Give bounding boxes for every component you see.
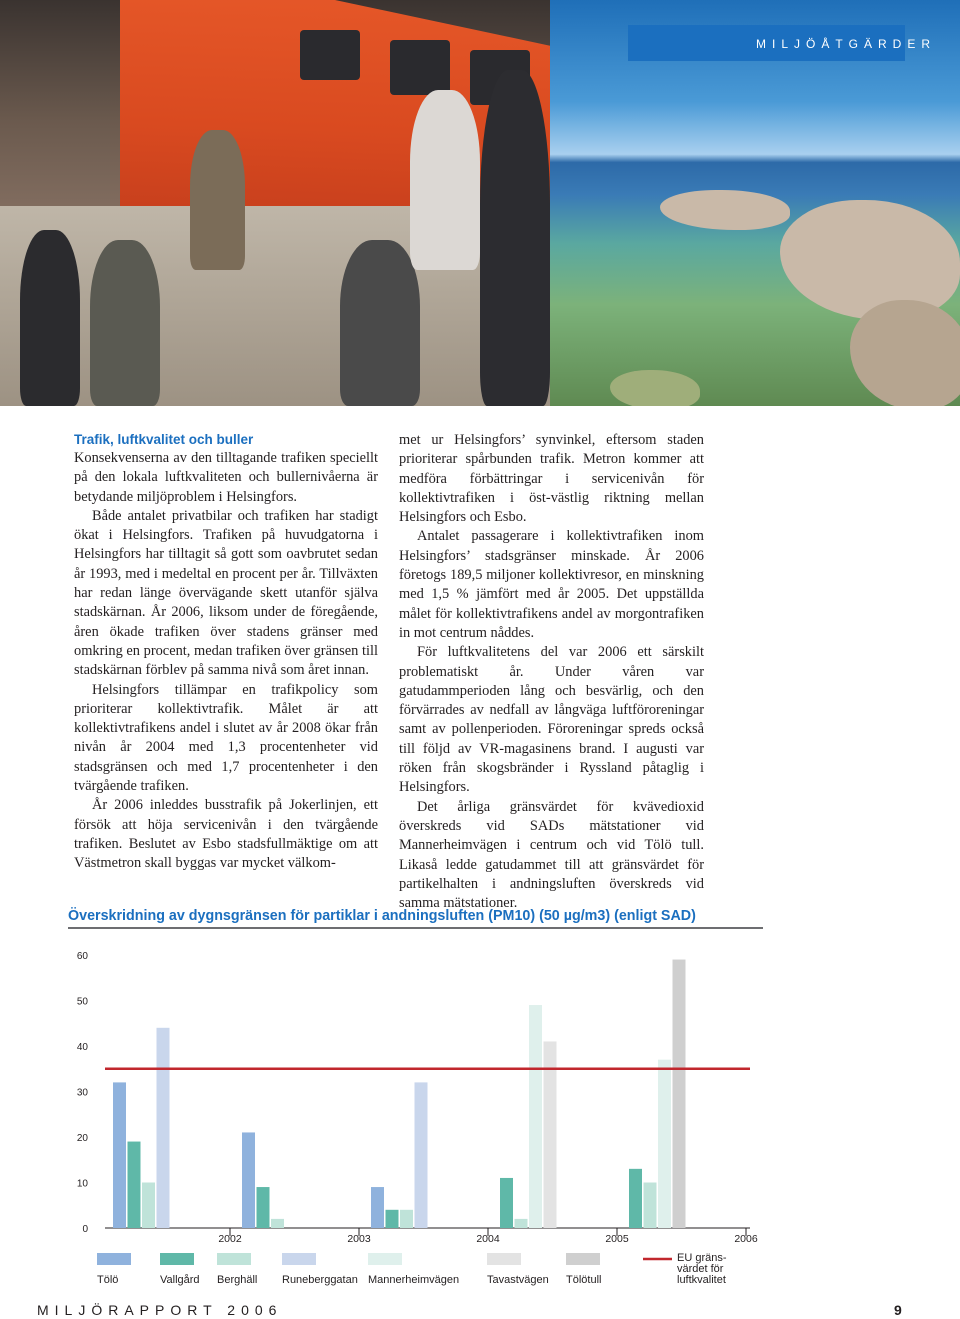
passenger (20, 230, 80, 406)
x-tick-label: 2003 (347, 1233, 371, 1245)
passenger (90, 240, 160, 406)
bar (415, 1082, 428, 1228)
y-tick-label: 30 (76, 1087, 88, 1099)
paragraph: För luftkvalitetens del var 2006 ett särskilt problematiskt år. Under våren var gatudammperioden lång och besvärlig, och den förvärrades av nedfall av långväga luftföroreningar samt av pollenperioden. Föroreningar spreds också till följd av VR-magasinens brand. I augusti var röken från skogsbränder i Ryssland påtaglig i Helsingfors. (399, 644, 704, 796)
paragraph: met ur Helsingfors’ synvinkel, eftersom staden prioriterar spårbunden trafik. Metron kommer att medföra förbättringar i servicenivån för kollektivtrafiken i öst-västlig riktning mellan Helsingfors och Esbo. (399, 432, 704, 526)
chart-title-rule (68, 927, 763, 929)
legend-label: Berghäll (217, 1274, 258, 1286)
rock (660, 190, 790, 230)
bar (128, 1142, 141, 1228)
legend-label: Runeberggatan (282, 1274, 358, 1286)
bar (242, 1132, 255, 1228)
passenger (190, 130, 245, 270)
y-tick-label: 10 (76, 1178, 88, 1190)
section-tag: MILJÖÅTGÄRDER (756, 37, 937, 51)
legend-label: Vallgård (160, 1274, 200, 1286)
chart-title (68, 908, 696, 924)
y-tick-label: 0 (82, 1224, 88, 1235)
legend-label: Tavastvägen (487, 1274, 549, 1286)
bar (257, 1187, 270, 1228)
legend-swatch (97, 1253, 131, 1265)
x-tick-label: 2005 (605, 1233, 629, 1245)
rock (850, 300, 960, 406)
bar (673, 960, 686, 1228)
paragraph: Det årliga gränsvärdet för kvävedioxid överskreds vid SADs mätstationer vid Mannerheimvägen i centrum och vid Tölö tull. Likaså ledde gatudammet till att gränsvärdet för partikelhalten i andningsluften överskreds vid samma mätstationer. (399, 798, 704, 912)
bar (500, 1178, 513, 1228)
bar (157, 1028, 170, 1228)
train-window (300, 30, 360, 80)
x-tick-label: 2004 (476, 1233, 500, 1245)
y-tick-label: 60 (76, 951, 88, 962)
y-tick-label: 40 (76, 1042, 88, 1053)
metro-station-photo (0, 0, 550, 406)
page-number: 9 (894, 1302, 902, 1318)
legend-label: Tölötull (566, 1274, 602, 1286)
legend-limit-label: luftkvalitet (677, 1274, 726, 1286)
bar (386, 1210, 399, 1228)
paragraph: Både antalet privatbilar och trafiken har stadigt ökat i Helsingfors. Trafiken på huvudgatorna i Helsingfors har tilltagit så gott som oavbrutet sedan år 1993, med i medeltal en procent per år. Tillväxten har redan länge övervägande skett utanför själva stadskärnan. År 2006, liksom under de föregående, åren ökade trafiken över stadens gränser med omkring en procent, medan trafiken över gränsen till stadskärnan förblev på samma nivå som året innan. (74, 507, 378, 679)
legend-swatch (368, 1253, 402, 1265)
y-tick-label: 20 (76, 1133, 88, 1144)
bar (529, 1005, 542, 1228)
legend-label: Mannerheimvägen (368, 1274, 460, 1286)
chart-title-text: Överskridning av dygnsgränsen för partiklar i andningsluften (PM10) (50 µg/m3) (enligt SAD) (68, 908, 696, 924)
article-column-left (74, 430, 378, 874)
y-tick-label: 50 (76, 996, 88, 1008)
paragraph: Antalet passagerare i kollektivtrafiken inom Helsingfors’ stadsgränser minskade. År 2006 företogs 189,5 miljoner kollektivresor, en minskning med 1,5 % jämfört med år 2005. Det uppställda målet för kollektivtrafikens andel av morgontrafiken in mot centrum nåddes. (399, 528, 704, 641)
legend-limit-label: EU gräns- (677, 1252, 727, 1264)
bar (515, 1219, 528, 1228)
paragraph: Helsingfors tillämpar en trafikpolicy som prioriterar kollektivtrafik. Målet är att kollektivtrafikens andel i slutet av år 2008 ökar från nivån år 2004 med 1,3 procentenheter vid stadsgränsen och med 1,7 procentenheter i den tvärgående trafiken. (74, 681, 378, 795)
legend-swatch (160, 1253, 194, 1265)
bar (271, 1219, 284, 1228)
bar (142, 1183, 155, 1229)
passenger (340, 240, 420, 406)
article-column-right (399, 431, 704, 913)
legend-limit-label: värdet för (677, 1263, 724, 1275)
legend-swatch (282, 1253, 316, 1265)
legend-swatch (566, 1253, 600, 1265)
bar (400, 1210, 413, 1228)
paragraph: Konsekvenserna av den tilltagande trafiken speciellt på den lokala luftkvaliteten och bullernivåerna är betydande miljöproblem i Helsingfors. (74, 450, 378, 505)
bar (371, 1187, 384, 1228)
x-tick-label: 2002 (218, 1233, 242, 1245)
article-heading: Trafik, luftkvalitet och buller (74, 432, 254, 447)
bar (113, 1082, 126, 1228)
legend-label: Tölö (97, 1274, 119, 1286)
legend-swatch (217, 1253, 251, 1265)
pm10-bar-chart (60, 935, 760, 1290)
rock (610, 370, 700, 406)
legend-swatch (487, 1253, 521, 1265)
footer-report-title: MILJÖRAPPORT 2006 (37, 1302, 283, 1318)
bar (629, 1169, 642, 1228)
paragraph: År 2006 inleddes busstrafik på Jokerlinjen, ett försök att höja servicenivån i den tvärgående trafiken. Beslutet av Esbo stadsfullmäktige om att Västmetron skall byggas var mycket välkom- (74, 797, 378, 872)
passenger (480, 70, 550, 406)
bar (644, 1183, 657, 1229)
passenger (410, 90, 480, 270)
bar (658, 1060, 671, 1228)
x-tick-label: 2006 (734, 1233, 758, 1245)
train-window (390, 40, 450, 95)
rock (780, 200, 960, 320)
